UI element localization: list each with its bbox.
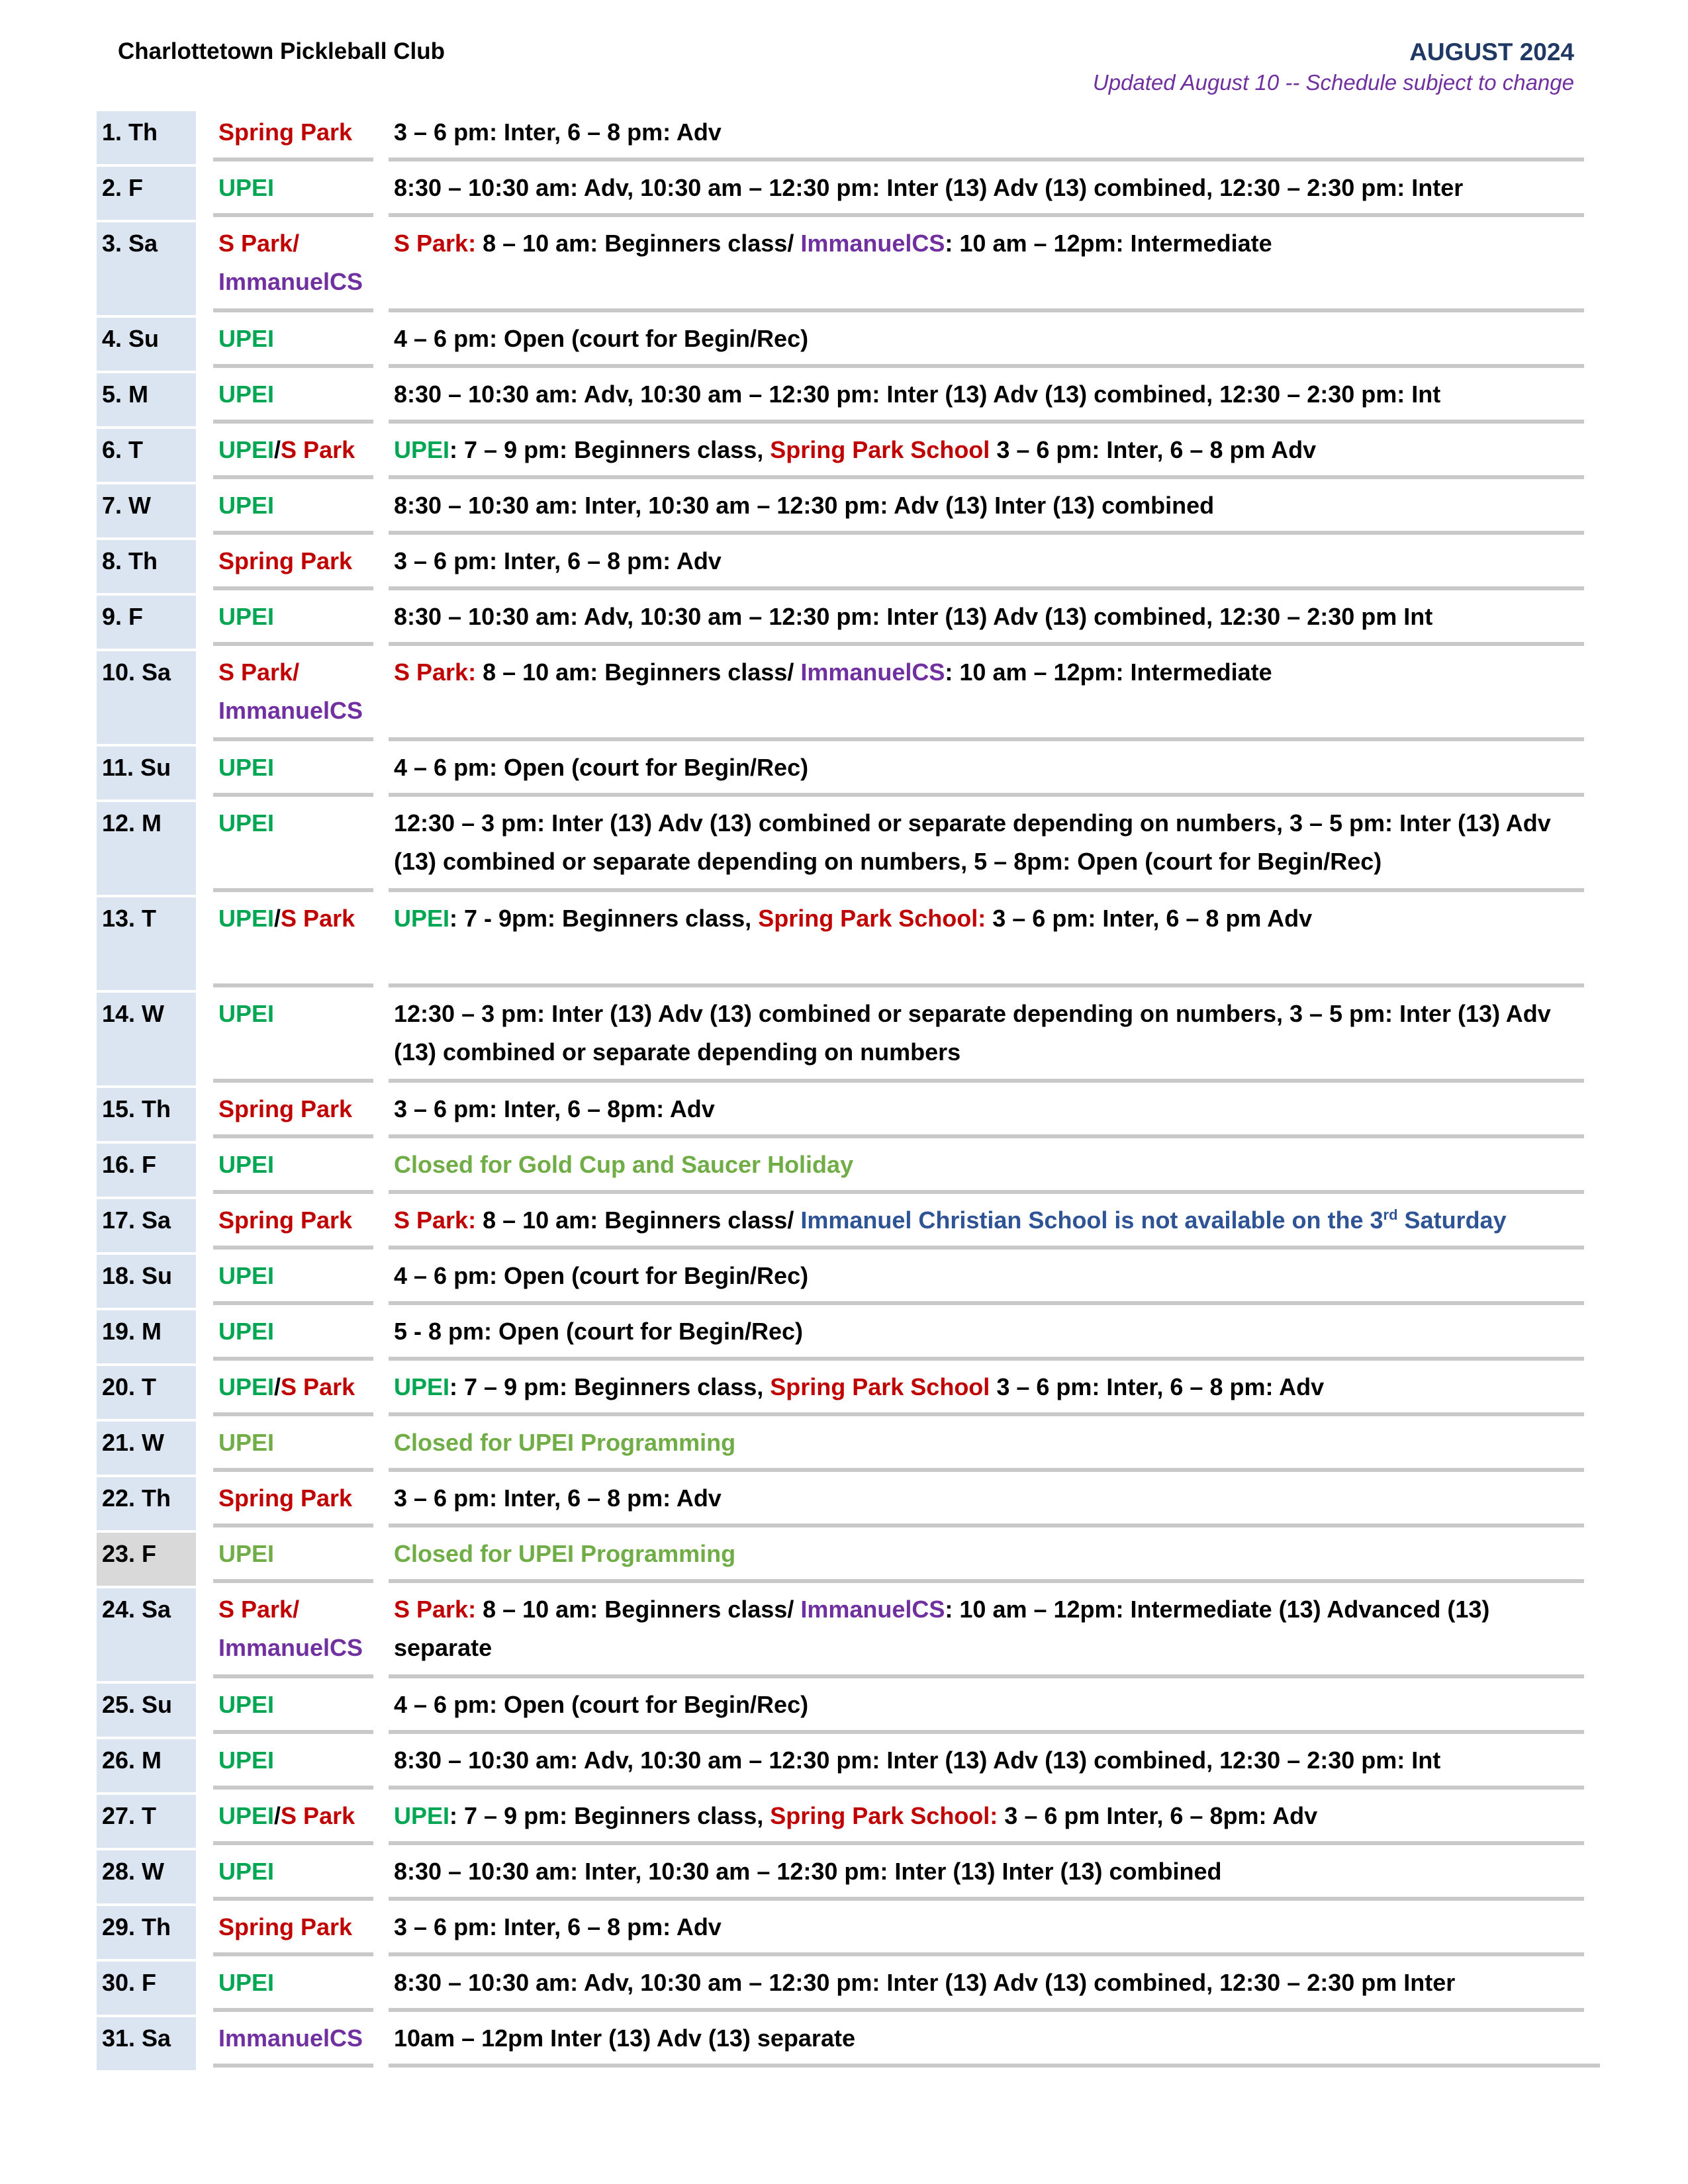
description-cell — [389, 484, 1584, 535]
text-segment: : 7 - 9pm: Beginners class, — [449, 905, 759, 932]
text-segment: : 10 am – 12pm: Intermediate (13) Advanced (13) — [945, 1596, 1490, 1623]
text-segment: Spring Park School — [770, 436, 990, 463]
location-cell — [213, 1962, 373, 2012]
day-cell: 14. W — [97, 993, 196, 1085]
text-segment: UPEI — [394, 905, 450, 932]
text-segment: S Park/ — [218, 659, 300, 686]
description-cell — [389, 993, 1584, 1083]
description-cell — [389, 318, 1584, 368]
text-segment: UPEI — [218, 1691, 275, 1718]
schedule-row — [97, 1850, 1594, 1906]
location-cell — [213, 993, 373, 1083]
text-segment: UPEI — [218, 905, 275, 932]
description-cell — [389, 1962, 1584, 2012]
location-cell — [213, 897, 373, 987]
day-cell: 28. W — [97, 1850, 196, 1903]
text-segment: UPEI — [394, 1802, 450, 1829]
text-segment: S Park: — [394, 659, 477, 686]
text-segment: 3 – 6 pm: Inter, 6 – 8 pm: Adv — [394, 1484, 722, 1512]
text-segment: 8:30 – 10:30 am: Inter, 10:30 am – 12:30 pm: Inter (13) Inter (13) combined — [394, 1858, 1222, 1885]
location-cell — [213, 2017, 373, 2068]
text-segment: 8 – 10 am: Beginners class/ — [476, 659, 801, 686]
day-cell: 17. Sa — [97, 1199, 196, 1252]
schedule-row — [97, 1310, 1594, 1366]
text-segment: S Park/ — [218, 230, 300, 257]
location-cell — [213, 373, 373, 424]
location-cell — [213, 167, 373, 217]
description-cell — [389, 897, 1584, 987]
schedule-row — [97, 1739, 1594, 1795]
text-segment: ImmanuelCS — [800, 659, 945, 686]
text-segment: Spring Park — [218, 547, 353, 574]
day-cell: 27. T — [97, 1795, 196, 1848]
schedule-row — [97, 993, 1594, 1088]
text-segment: 4 – 6 pm: Open (court for Begin/Rec) — [394, 1262, 809, 1289]
day-cell: 4. Su — [97, 318, 196, 371]
description-cell — [389, 802, 1584, 892]
text-segment: 8 – 10 am: Beginners class/ — [476, 1206, 801, 1234]
day-cell: 13. T — [97, 897, 196, 990]
day-cell: 2. F — [97, 167, 196, 220]
text-segment: 8:30 – 10:30 am: Adv, 10:30 am – 12:30 pm: Inter (13) Adv (13) combined, 12:30 – 2:30 pm: Int — [394, 1747, 1441, 1774]
location-cell — [213, 1684, 373, 1734]
location-cell — [213, 429, 373, 479]
text-segment: S Park — [281, 1373, 355, 1400]
location-cell — [213, 1850, 373, 1901]
description-cell — [389, 1088, 1584, 1138]
location-cell — [213, 747, 373, 797]
day-cell: 30. F — [97, 1962, 196, 2015]
schedule-row — [97, 802, 1594, 897]
day-cell: 24. Sa — [97, 1588, 196, 1681]
text-segment: S Park: — [394, 1596, 477, 1623]
schedule-row — [97, 1144, 1594, 1199]
text-segment: 4 – 6 pm: Open (court for Begin/Rec) — [394, 1691, 809, 1718]
text-segment: S Park — [281, 1802, 355, 1829]
day-cell: 26. M — [97, 1739, 196, 1792]
schedule-row — [97, 651, 1594, 747]
text-segment: UPEI — [218, 1373, 275, 1400]
text-segment: Closed for Gold Cup and Saucer Holiday — [394, 1151, 854, 1178]
description-cell — [389, 1255, 1584, 1305]
day-cell: 29. Th — [97, 1906, 196, 1959]
location-cell — [213, 596, 373, 646]
text-segment: / — [274, 1802, 281, 1829]
description-cell — [389, 429, 1584, 479]
day-cell: 10. Sa — [97, 651, 196, 744]
text-segment: (13) combined or separate depending on numbers, 5 – 8pm: Open (court for Begin/Rec) — [394, 848, 1382, 875]
day-cell: 11. Su — [97, 747, 196, 799]
text-segment: / — [274, 436, 281, 463]
text-segment: UPEI — [218, 1262, 275, 1289]
location-cell — [213, 1366, 373, 1416]
location-cell — [213, 1422, 373, 1472]
text-segment: 3 – 6 pm: Inter, 6 – 8pm: Adv — [394, 1095, 715, 1122]
text-segment: Saturday — [1397, 1206, 1507, 1234]
text-segment: UPEI — [218, 1969, 275, 1996]
day-cell: 9. F — [97, 596, 196, 649]
text-segment: 8 – 10 am: Beginners class/ — [476, 230, 801, 257]
description-cell — [389, 373, 1584, 424]
text-segment: S Park — [281, 436, 355, 463]
text-segment: UPEI — [218, 809, 275, 837]
schedule-row — [97, 1962, 1594, 2017]
text-segment: UPEI — [218, 325, 275, 352]
updated-note: Updated August 10 -- Schedule subject to change — [1092, 70, 1574, 95]
description-cell — [389, 540, 1584, 590]
location-cell — [213, 1310, 373, 1361]
text-segment: 8:30 – 10:30 am: Adv, 10:30 am – 12:30 pm: Inter (13) Adv (13) combined, 12:30 – 2:30 pm: Inter — [394, 174, 1464, 201]
text-segment: : 7 – 9 pm: Beginners class, — [449, 1802, 771, 1829]
schedule-row — [97, 1906, 1594, 1962]
day-cell: 19. M — [97, 1310, 196, 1363]
club-name: Charlottetown Pickleball Club — [118, 38, 445, 64]
text-segment: UPEI — [218, 174, 275, 201]
text-segment: UPEI — [394, 436, 450, 463]
schedule-row — [97, 1795, 1594, 1850]
day-cell: 16. F — [97, 1144, 196, 1197]
day-cell: 15. Th — [97, 1088, 196, 1141]
text-segment: S Park — [281, 905, 355, 932]
text-segment: : 7 – 9 pm: Beginners class, — [449, 1373, 771, 1400]
text-segment: Closed for UPEI Programming — [394, 1540, 736, 1567]
schedule-row — [97, 596, 1594, 651]
text-segment: Spring Park School: — [758, 905, 986, 932]
day-cell: 8. Th — [97, 540, 196, 593]
text-segment: (13) combined or separate depending on numbers — [394, 1038, 961, 1066]
description-cell — [389, 222, 1584, 312]
text-segment: : 7 – 9 pm: Beginners class, — [449, 436, 771, 463]
text-segment: 3 – 6 pm: Inter, 6 – 8 pm: Adv — [394, 118, 722, 146]
text-segment: 10am – 12pm Inter (13) Adv (13) separate — [394, 2025, 855, 2052]
text-segment: S Park: — [394, 1206, 477, 1234]
schedule-row — [97, 484, 1594, 540]
text-segment: UPEI — [218, 1802, 275, 1829]
text-segment: Immanuel Christian School is not available on the 3 — [800, 1206, 1383, 1234]
day-cell: 31. Sa — [97, 2017, 196, 2070]
description-cell — [389, 111, 1584, 161]
schedule-row — [97, 1088, 1594, 1144]
text-segment: UPEI — [218, 381, 275, 408]
location-cell — [213, 1795, 373, 1845]
description-cell — [389, 1533, 1584, 1583]
location-cell — [213, 1199, 373, 1250]
text-segment: UPEI — [218, 754, 275, 781]
text-segment: ImmanuelCS — [218, 697, 363, 724]
schedule-row — [97, 2017, 1594, 2073]
text-segment: 3 – 6 pm: Inter, 6 – 8 pm: Adv — [394, 547, 722, 574]
text-segment: Closed for UPEI Programming — [394, 1429, 736, 1456]
text-segment: UPEI — [218, 1747, 275, 1774]
day-cell: 21. W — [97, 1422, 196, 1475]
location-cell — [213, 111, 373, 161]
location-cell — [213, 1144, 373, 1194]
description-cell — [389, 1422, 1584, 1472]
description-cell — [389, 1366, 1584, 1416]
day-cell: 5. M — [97, 373, 196, 426]
schedule-row — [97, 111, 1594, 167]
schedule-row — [97, 429, 1594, 484]
location-cell — [213, 1477, 373, 1527]
text-segment: 3 – 6 pm: Inter, 6 – 8 pm: Adv — [990, 1373, 1325, 1400]
text-segment: 3 – 6 pm: Inter, 6 – 8 pm Adv — [986, 905, 1313, 932]
location-cell — [213, 1533, 373, 1583]
text-segment: 8 – 10 am: Beginners class/ — [476, 1596, 801, 1623]
day-cell: 6. T — [97, 429, 196, 482]
day-cell: 7. W — [97, 484, 196, 537]
text-segment: ImmanuelCS — [218, 2025, 363, 2052]
description-cell — [389, 1310, 1584, 1361]
location-cell — [213, 1906, 373, 1956]
location-cell — [213, 222, 373, 312]
text-segment: ImmanuelCS — [218, 268, 363, 295]
location-cell — [213, 802, 373, 892]
schedule-row — [97, 318, 1594, 373]
text-segment: UPEI — [218, 1151, 275, 1178]
text-segment: UPEI — [394, 1373, 450, 1400]
text-segment: : 10 am – 12pm: Intermediate — [945, 230, 1272, 257]
text-segment: Spring Park School: — [770, 1802, 998, 1829]
text-segment: 3 – 6 pm: Inter, 6 – 8 pm: Adv — [394, 1913, 722, 1940]
schedule-row — [97, 1255, 1594, 1310]
description-cell — [389, 1144, 1584, 1194]
description-cell — [389, 596, 1584, 646]
text-segment: Spring Park — [218, 118, 353, 146]
description-cell — [389, 1588, 1584, 1678]
text-segment: / — [274, 905, 281, 932]
text-segment: S Park: — [394, 230, 477, 257]
text-segment: : 10 am – 12pm: Intermediate — [945, 659, 1272, 686]
text-segment: Spring Park School — [770, 1373, 990, 1400]
text-segment: / — [274, 1373, 281, 1400]
description-cell — [389, 747, 1584, 797]
schedule-row — [97, 222, 1594, 318]
text-segment: UPEI — [218, 1858, 275, 1885]
text-segment: Spring Park — [218, 1206, 353, 1234]
text-segment: 12:30 – 3 pm: Inter (13) Adv (13) combined or separate depending on numbers, 3 – 5 pm: Inter (13) Adv — [394, 1000, 1551, 1027]
schedule-row — [97, 1533, 1594, 1588]
text-segment: separate — [394, 1634, 492, 1661]
description-cell — [389, 1477, 1584, 1527]
description-cell — [389, 1850, 1584, 1901]
schedule-row — [97, 1199, 1594, 1255]
text-segment: ImmanuelCS — [218, 1634, 363, 1661]
text-segment: UPEI — [218, 436, 275, 463]
location-cell — [213, 540, 373, 590]
location-cell — [213, 1588, 373, 1678]
text-segment: UPEI — [218, 1318, 275, 1345]
text-segment: UPEI — [218, 603, 275, 630]
text-segment: UPEI — [218, 1000, 275, 1027]
schedule-row — [97, 1422, 1594, 1477]
day-cell: 20. T — [97, 1366, 196, 1419]
text-segment: rd — [1383, 1206, 1398, 1223]
text-segment: 8:30 – 10:30 am: Inter, 10:30 am – 12:30 pm: Adv (13) Inter (13) combined — [394, 492, 1215, 519]
location-cell — [213, 1088, 373, 1138]
text-segment: Spring Park — [218, 1913, 353, 1940]
location-cell — [213, 1739, 373, 1790]
day-cell: 12. M — [97, 802, 196, 895]
location-cell — [213, 318, 373, 368]
text-segment: 8:30 – 10:30 am: Adv, 10:30 am – 12:30 pm: Inter (13) Adv (13) combined, 12:30 – 2:30 pm Inter — [394, 1969, 1456, 1996]
schedule-row — [97, 747, 1594, 802]
text-segment: UPEI — [218, 492, 275, 519]
text-segment: UPEI — [218, 1540, 275, 1567]
text-segment: ImmanuelCS — [800, 230, 945, 257]
schedule-row — [97, 897, 1594, 993]
schedule-row — [97, 373, 1594, 429]
text-segment: 3 – 6 pm: Inter, 6 – 8 pm Adv — [990, 436, 1317, 463]
day-cell: 3. Sa — [97, 222, 196, 315]
description-cell — [389, 651, 1584, 741]
month-title: AUGUST 2024 — [1409, 38, 1574, 66]
text-segment: 12:30 – 3 pm: Inter (13) Adv (13) combined or separate depending on numbers, 3 – 5 pm: Inter (13) Adv — [394, 809, 1551, 837]
text-segment: 4 – 6 pm: Open (court for Begin/Rec) — [394, 325, 809, 352]
description-cell — [389, 1906, 1584, 1956]
text-segment: 3 – 6 pm Inter, 6 – 8pm: Adv — [998, 1802, 1318, 1829]
description-cell — [389, 1795, 1584, 1845]
text-segment: 4 – 6 pm: Open (court for Begin/Rec) — [394, 754, 809, 781]
day-cell: 1. Th — [97, 111, 196, 164]
text-segment: Spring Park — [218, 1484, 353, 1512]
text-segment: S Park/ — [218, 1596, 300, 1623]
description-cell — [389, 1739, 1584, 1790]
schedule-row — [97, 1684, 1594, 1739]
day-cell: 25. Su — [97, 1684, 196, 1737]
schedule-row — [97, 167, 1594, 222]
text-segment: 8:30 – 10:30 am: Adv, 10:30 am – 12:30 pm: Inter (13) Adv (13) combined, 12:30 – 2:30 pm Int — [394, 603, 1433, 630]
schedule-row — [97, 1366, 1594, 1422]
text-segment: Spring Park — [218, 1095, 353, 1122]
description-cell — [389, 2017, 1600, 2068]
schedule-row — [97, 1477, 1594, 1533]
text-segment: 8:30 – 10:30 am: Adv, 10:30 am – 12:30 pm: Inter (13) Adv (13) combined, 12:30 – 2:30 pm: Int — [394, 381, 1441, 408]
day-cell: 18. Su — [97, 1255, 196, 1308]
description-cell — [389, 167, 1584, 217]
location-cell — [213, 1255, 373, 1305]
schedule-row — [97, 540, 1594, 596]
description-cell — [389, 1684, 1584, 1734]
description-cell — [389, 1199, 1584, 1250]
text-segment: UPEI — [218, 1429, 275, 1456]
text-segment: 5 - 8 pm: Open (court for Begin/Rec) — [394, 1318, 804, 1345]
day-cell: 23. F — [97, 1533, 196, 1586]
location-cell — [213, 651, 373, 741]
day-cell: 22. Th — [97, 1477, 196, 1530]
location-cell — [213, 484, 373, 535]
text-segment: ImmanuelCS — [800, 1596, 945, 1623]
schedule-row — [97, 1588, 1594, 1684]
